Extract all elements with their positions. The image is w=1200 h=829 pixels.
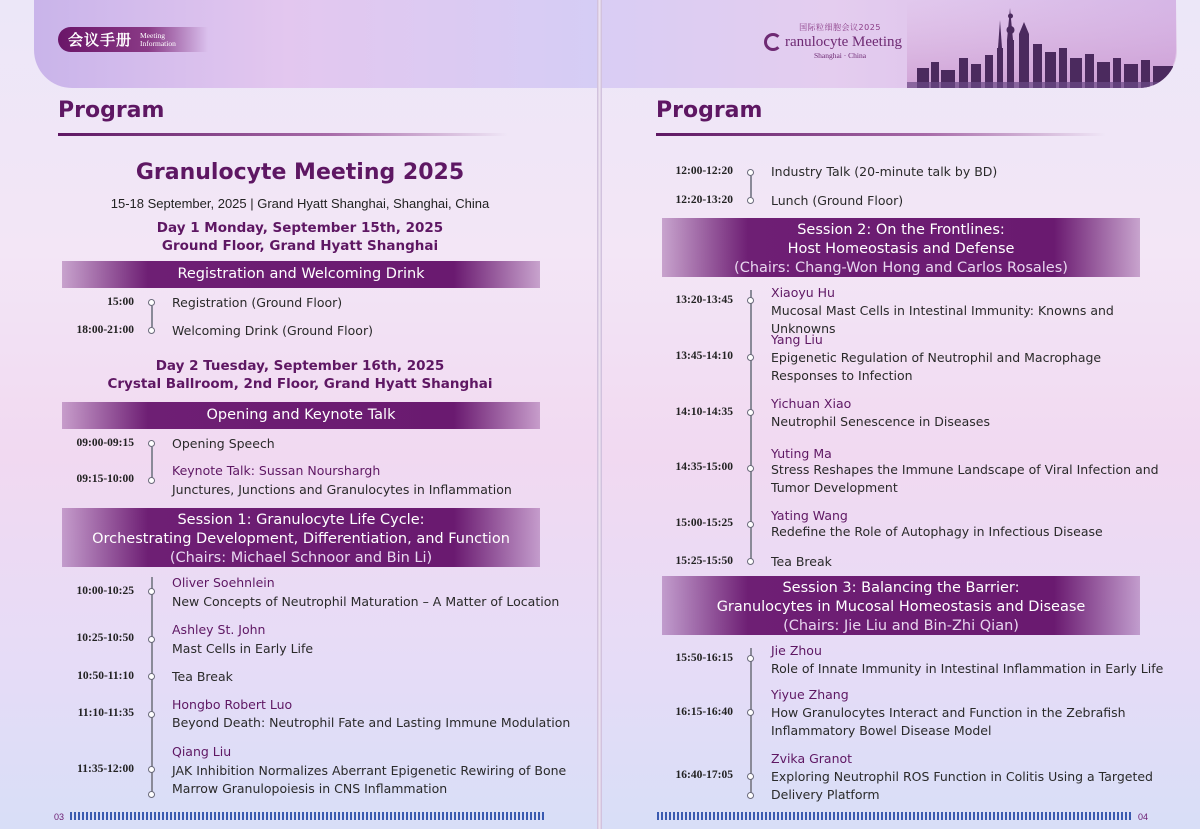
timeline-dot [747,297,754,304]
session-line1: Session 2: On the Frontlines: [797,222,1005,238]
time: 09:00-09:15 [76,437,134,449]
page-number: 04 [1138,812,1149,822]
talk-title: Beyond Death: Neutrophil Fate and Lasting Immune Modulation [172,715,571,730]
speaker-name: Qiang Liu [172,744,232,759]
day1-line1: Day 1 Monday, September 15th, 2025 [156,220,444,236]
time: 15:50-16:15 [675,652,733,664]
session-chairs: (Chairs: Jie Liu and Bin-Zhi Qian) [783,618,1019,634]
logo-main [758,33,908,51]
talk-title: Opening Speech [172,436,275,451]
timeline-dot [747,709,754,716]
talk-title: How Granulocytes Interact and Function in the Zebrafish Inflammatory Bowel Disease Model [771,705,1126,738]
time: 16:40-17:05 [675,769,733,781]
time: 11:35-12:00 [77,763,134,775]
timeline-line [151,306,153,327]
band-title: Opening and Keynote Talk [206,407,396,423]
timeline-dot [148,588,155,595]
session2-band [662,218,1140,277]
timeline-dot [747,773,754,780]
day1-heading [0,219,597,255]
page-title: Program [656,98,763,123]
logo-main-text: ranulocyte Meeting [784,33,903,50]
talk-title: Redefine the Role of Autophagy in Infectious Disease [771,524,1103,539]
meeting-information-tag [58,27,208,52]
session-line1: Session 3: Balancing the Barrier: [782,580,1020,596]
speaker-name: Oliver Soehnlein [172,575,275,590]
speaker-name: Hongbo Robert Luo [172,697,293,712]
tag-en-1: Meeting [140,30,166,40]
time: 13:20-13:45 [675,294,733,306]
time: 10:00-10:25 [76,585,134,597]
timeline-dot [148,477,155,484]
session-line1: Session 1: Granulocyte Life Cycle: [177,512,425,528]
timeline-line [151,577,153,797]
opening-band [62,402,540,429]
time: 15:00-15:25 [675,517,733,529]
time: 10:25-10:50 [76,632,134,644]
title-underline [58,133,508,136]
right-page [602,0,1200,829]
session-chairs: (Chairs: Chang-Won Hong and Carlos Rosales) [734,260,1068,276]
timeline-dot [747,792,754,799]
registration-band [62,261,540,288]
timeline-dot [148,299,155,306]
conference-logo [758,22,908,60]
talk-title: Mast Cells in Early Life [172,641,314,656]
session-chairs: (Chairs: Michael Schnoor and Bin Li) [169,550,433,566]
session-line2: Host Homeostasis and Defense [787,241,1015,257]
time: 14:10-14:35 [675,406,733,418]
time: 09:15-10:00 [76,473,134,485]
day2-line1: Day 2 Tuesday, September 16th, 2025 [155,358,445,374]
time: 13:45-14:10 [675,350,733,362]
speaker-name: Yichuan Xiao [771,396,852,411]
band-title: Registration and Welcoming Drink [177,266,425,282]
timeline-dot [747,655,754,662]
page-number: 03 [54,812,65,822]
timeline-dot [148,711,155,718]
session-line2: Granulocytes in Mucosal Homeostasis and Disease [716,599,1086,615]
logo-sub: Shanghai · China [813,51,867,60]
time: 12:20-13:20 [675,194,733,206]
tag-en-2: Information [140,38,176,48]
footer-ruler [657,812,1132,820]
time: 10:50-11:10 [77,670,134,682]
timeline-dot [148,327,155,334]
logo-cn: 国际粒细胞会议2025 [799,23,881,32]
speaker-name: Xiaoyu Hu [771,285,835,300]
footer-ruler [70,812,545,820]
time: 15:25-15:50 [675,555,733,567]
timeline-dot [747,169,754,176]
tag-cn: 会议手册 [68,31,133,49]
speaker-name: Keynote Talk: Sussan Nourshargh [172,463,381,478]
left-page [0,0,597,829]
speaker-name: Yiyue Zhang [771,687,849,702]
tag-en [140,32,176,48]
talk-title: Exploring Neutrophil ROS Function in Colitis Using a Targeted Delivery Platform [771,769,1153,802]
timeline-line [750,176,752,197]
time: 16:15-16:40 [675,706,733,718]
timeline-dot [747,354,754,361]
speaker-name: Yang Liu [771,332,823,347]
talk-title: Mucosal Mast Cells in Intestinal Immunity: Knowns and Unknowns [771,303,1114,336]
meeting-subtitle: 15-18 September, 2025 | Grand Hyatt Shanghai, Shanghai, China [110,196,490,211]
timeline-dot [148,673,155,680]
skyline-illustration [907,0,1177,88]
title-underline [656,133,1106,136]
talk-title: Registration (Ground Floor) [172,295,343,310]
timeline-dot [148,636,155,643]
meeting-title: Granulocyte Meeting 2025 [135,160,465,185]
logo-mark-icon [764,33,782,51]
time: 12:00-12:20 [675,165,733,177]
session1-band [62,508,540,567]
timeline-line [151,447,153,480]
speaker-name: Yating Wang [771,508,848,523]
session3-band [662,576,1140,635]
time: 11:10-11:35 [77,707,134,719]
timeline-dot [747,465,754,472]
talk-title: JAK Inhibition Normalizes Aberrant Epigenetic Rewiring of Bone Marrow Granulopoiesis in CNS Inflammation [172,763,567,796]
timeline-dot [148,791,155,798]
speaker-name: Zvika Granot [771,751,853,766]
talk-title: Industry Talk (20-minute talk by BD) [771,164,998,179]
time: 15:00 [107,296,134,308]
timeline-dot [148,766,155,773]
day2-line2: Crystal Ballroom, 2nd Floor, Grand Hyatt Shanghai [107,376,493,392]
talk-title: Welcoming Drink (Ground Floor) [172,323,373,338]
page-title: Program [58,98,165,123]
talk-title: Epigenetic Regulation of Neutrophil and Macrophage Responses to Infection [771,350,1102,383]
timeline-dot [747,409,754,416]
talk-title: Neutrophil Senescence in Diseases [771,414,990,429]
talk-title: Tea Break [172,669,233,684]
timeline-dot [747,558,754,565]
day2-heading [0,357,597,393]
timeline-line [750,290,752,560]
time: 14:35-15:00 [675,461,733,473]
talk-title: Lunch (Ground Floor) [771,193,904,208]
session-line2: Orchestrating Development, Differentiation, and Function [92,531,510,547]
speaker-name: Jie Zhou [771,643,822,658]
talk-title: Role of Innate Immunity in Intestinal Inflammation in Early Life [771,661,1164,676]
talk-title: Stress Reshapes the Immune Landscape of Viral Infection and Tumor Development [771,462,1159,495]
speaker-name: Ashley St. John [172,622,266,637]
talk-title: Tea Break [771,554,832,569]
speaker-name: Yuting Ma [771,446,832,461]
talk-title: New Concepts of Neutrophil Maturation – A Matter of Location [172,594,560,609]
timeline-dot [747,197,754,204]
talk-title: Junctures, Junctions and Granulocytes in Inflammation [172,482,512,497]
timeline-dot [148,440,155,447]
time: 18:00-21:00 [76,324,134,336]
timeline-dot [747,521,754,528]
day1-line2: Ground Floor, Grand Hyatt Shanghai [161,238,439,254]
